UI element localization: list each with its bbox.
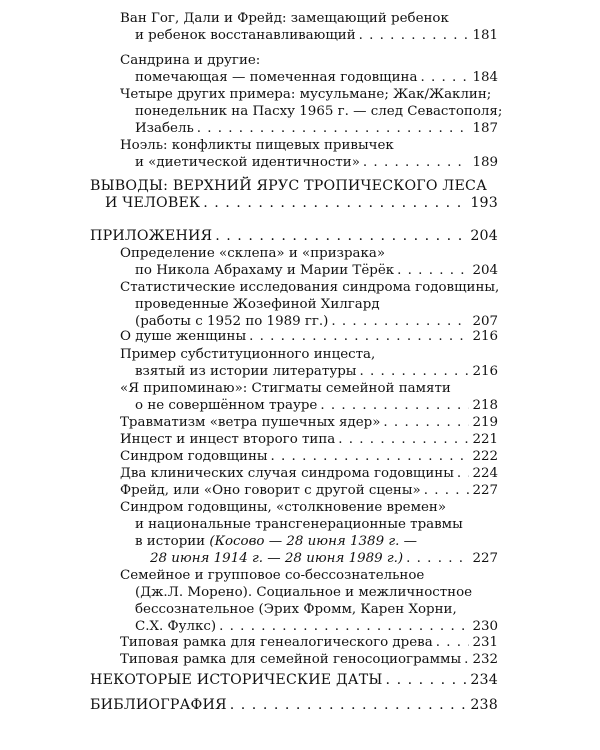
page-number: 227	[472, 483, 498, 498]
dot-leader	[271, 448, 470, 465]
page-number: 187	[472, 121, 498, 136]
page-number: 238	[470, 697, 498, 713]
toc-entry-text: Синдром годовщины	[120, 449, 268, 464]
dot-leader	[320, 397, 469, 414]
toc-entry-last-line	[120, 69, 498, 86]
toc-entry-last-line	[90, 672, 498, 689]
toc-entry-text: Травматизм «ветра пушечных ядер»	[120, 415, 381, 430]
toc-entry-text: О душе женщины	[120, 329, 247, 344]
toc-entry-co-unconscious	[120, 567, 498, 635]
page-number: 227	[472, 551, 498, 566]
toc-entry-last-line	[90, 195, 498, 212]
toc-entry-text: Типовая рамка для семейной геносоциограммы	[120, 652, 462, 667]
toc-entry-text: помечающая — помеченная годовщина	[135, 70, 418, 85]
page-number: 216	[472, 364, 498, 379]
page-number: 231	[472, 635, 498, 650]
toc-entry-last-line	[120, 465, 498, 482]
dot-leader	[203, 195, 467, 212]
toc-entry-van-gogh	[120, 10, 498, 44]
dot-leader	[420, 69, 469, 86]
toc-entry-text: взятый из истории литературы	[135, 364, 357, 379]
page-number: 204	[470, 228, 498, 244]
toc-entry-line: проведенные Жозефиной Хилгард	[135, 297, 380, 312]
page-number: 216	[472, 329, 498, 344]
toc-entry-text: по Никола Абрахаму и Марии Тёрёк	[135, 263, 395, 278]
toc-entry-last-line	[120, 448, 498, 465]
page-number: 218	[472, 398, 498, 413]
dot-leader	[424, 482, 470, 499]
toc-entry-last-line	[120, 154, 498, 171]
toc-entry-female-soul	[120, 328, 498, 345]
page-number: 230	[472, 619, 498, 634]
page-number: 232	[472, 652, 498, 667]
toc-entry-last-line	[120, 328, 498, 345]
toc-entry-last-line	[90, 228, 498, 245]
toc-entry-line: Ван Гог, Дали и Фрейд: замещающий ребенок	[120, 11, 449, 26]
toc-entry-clash-of-times	[120, 499, 498, 567]
toc-entry-line: Ноэль: конфликты пищевых привычек	[120, 138, 394, 153]
toc-entry-anniversary-syndrome	[120, 448, 498, 465]
toc-entry-noel	[120, 137, 498, 171]
dot-leader	[197, 120, 470, 137]
toc-entry-text: Типовая рамка для генеалогического древа	[120, 635, 433, 650]
toc-entry-line	[120, 533, 498, 550]
page-number: 219	[472, 415, 498, 430]
toc-entry-text: Инцест и инцест второго типа	[120, 432, 336, 447]
dot-leader	[249, 328, 469, 345]
dot-leader	[386, 672, 468, 689]
dot-leader	[219, 618, 469, 635]
toc-entry-line: «Я припоминаю»: Стигматы семейной памяти	[120, 381, 451, 396]
dot-leader	[436, 634, 470, 651]
toc-entry-bibliography	[90, 697, 498, 714]
toc-entry-appendices	[90, 228, 498, 245]
toc-entry-cannonball-wind	[120, 414, 498, 431]
page-number: 234	[470, 672, 498, 688]
dot-leader	[464, 651, 469, 668]
toc-entry-last-line	[120, 363, 498, 380]
toc-entry-text: Изабель	[135, 121, 194, 136]
toc-entry-line: Пример субституционного инцеста,	[120, 347, 376, 362]
toc-entry-genosociogram-frame	[120, 651, 498, 668]
dot-leader	[338, 431, 469, 448]
dot-leader	[230, 697, 468, 714]
toc-entry-genealogical-tree-frame	[120, 634, 498, 651]
toc-entry-last-line	[120, 431, 498, 448]
toc-entry-last-line	[120, 120, 498, 137]
dot-leader	[457, 465, 470, 482]
page-number: 207	[472, 314, 498, 329]
toc-entry-text: и «диетической идентичности»	[135, 155, 360, 170]
page-number: 222	[472, 449, 498, 464]
dot-leader	[383, 414, 469, 431]
toc-entry-sandrina	[120, 52, 498, 86]
dot-leader	[359, 363, 469, 380]
toc-entry-text: и ребенок восстанавливающий	[135, 28, 356, 43]
page-number: 181	[472, 28, 498, 43]
page-number: 189	[472, 155, 498, 170]
toc-entry-line: Семейное и групповое со-бессознательное	[120, 568, 425, 583]
toc-entry-line: (Дж.Л. Морено). Социальное и межличностное	[135, 585, 473, 600]
toc-entry-line: ВЫВОДЫ: ВЕРХНИЙ ЯРУС ТРОПИЧЕСКОГО ЛЕСА	[90, 178, 488, 194]
toc-entry-line: бессознательное (Эрих Фромм, Карен Хорни,	[135, 602, 457, 617]
toc-entry-last-line	[120, 262, 498, 279]
toc-entry-text: (работы с 1952 по 1989 гг.)	[135, 314, 329, 329]
page-number: 193	[470, 195, 498, 211]
toc-entry-line: и национальные трансгенерационные травмы	[135, 517, 463, 532]
page-number: 204	[472, 263, 498, 278]
dot-leader	[406, 550, 469, 567]
dot-leader	[359, 27, 470, 44]
dot-leader	[363, 154, 470, 171]
toc-entry-incest-second-type	[120, 431, 498, 448]
toc-entry-i-remember	[120, 380, 498, 414]
toc-entry-last-line	[120, 618, 498, 635]
toc-entry-crypt-phantom	[120, 245, 498, 279]
toc-entry-four-examples	[120, 86, 503, 137]
toc-entry-text: С.Х. Фулкс)	[135, 619, 217, 634]
toc-entry-text: Фрейд, или «Оно говорит с другой сцены»	[120, 483, 421, 498]
toc-entry-last-line	[120, 397, 498, 414]
toc-entry-text: НЕКОТОРЫЕ ИСТОРИЧЕСКИЕ ДАТЫ	[90, 672, 383, 688]
toc-entry-line: Синдром годовщины, «столкновение времен»	[120, 500, 447, 515]
toc-entry-two-clinical-cases	[120, 465, 498, 482]
page-number: 184	[472, 70, 498, 85]
toc-entry-last-line	[120, 27, 498, 44]
page-number: 221	[472, 432, 498, 447]
toc-entry-last-line	[120, 414, 498, 431]
toc-entry-last-line	[120, 550, 498, 567]
toc-entry-text: в истории	[135, 534, 206, 549]
toc-entry-text: ПРИЛОЖЕНИЯ	[90, 228, 213, 244]
toc-entry-text: Два клинических случая синдрома годовщины	[120, 466, 454, 481]
toc-entry-italic-text: (Косово — 28 июня 1389 г. —	[209, 534, 418, 549]
toc-entry-text: И ЧЕЛОВЕК	[105, 195, 201, 211]
toc-entry-conclusions	[90, 178, 498, 212]
toc-entry-text: БИБЛИОГРАФИЯ	[90, 697, 227, 713]
toc-entry-line: Сандрина и другие:	[120, 53, 261, 68]
page-number: 224	[472, 466, 498, 481]
toc-entry-freud-other-scene	[120, 482, 498, 499]
toc-entry-text: 28 июня 1914 г. — 28 июня 1989 г.)	[150, 551, 404, 566]
toc-entry-line: Четыре других примера: мусульмане; Жак/Жаклин;	[120, 87, 492, 102]
toc-entry-hilgard-studies	[120, 279, 498, 330]
toc-entry-last-line	[90, 697, 498, 714]
toc-entry-last-line	[120, 482, 498, 499]
toc-entry-last-line	[120, 634, 498, 651]
toc-entry-line: Статистические исследования синдрома годовщины,	[120, 280, 500, 295]
toc-entry-line: Определение «склепа» и «призрака»	[120, 246, 386, 261]
dot-leader	[397, 262, 469, 279]
toc-entry-historical-dates	[90, 672, 498, 689]
toc-entry-last-line	[120, 651, 498, 668]
toc-entry-substitution-incest	[120, 346, 498, 380]
toc-entry-text: о не совершённом трауре	[135, 398, 318, 413]
dot-leader	[215, 228, 467, 245]
toc-entry-line: понедельник на Пасху 1965 г. — след Севастополя;	[135, 104, 503, 119]
